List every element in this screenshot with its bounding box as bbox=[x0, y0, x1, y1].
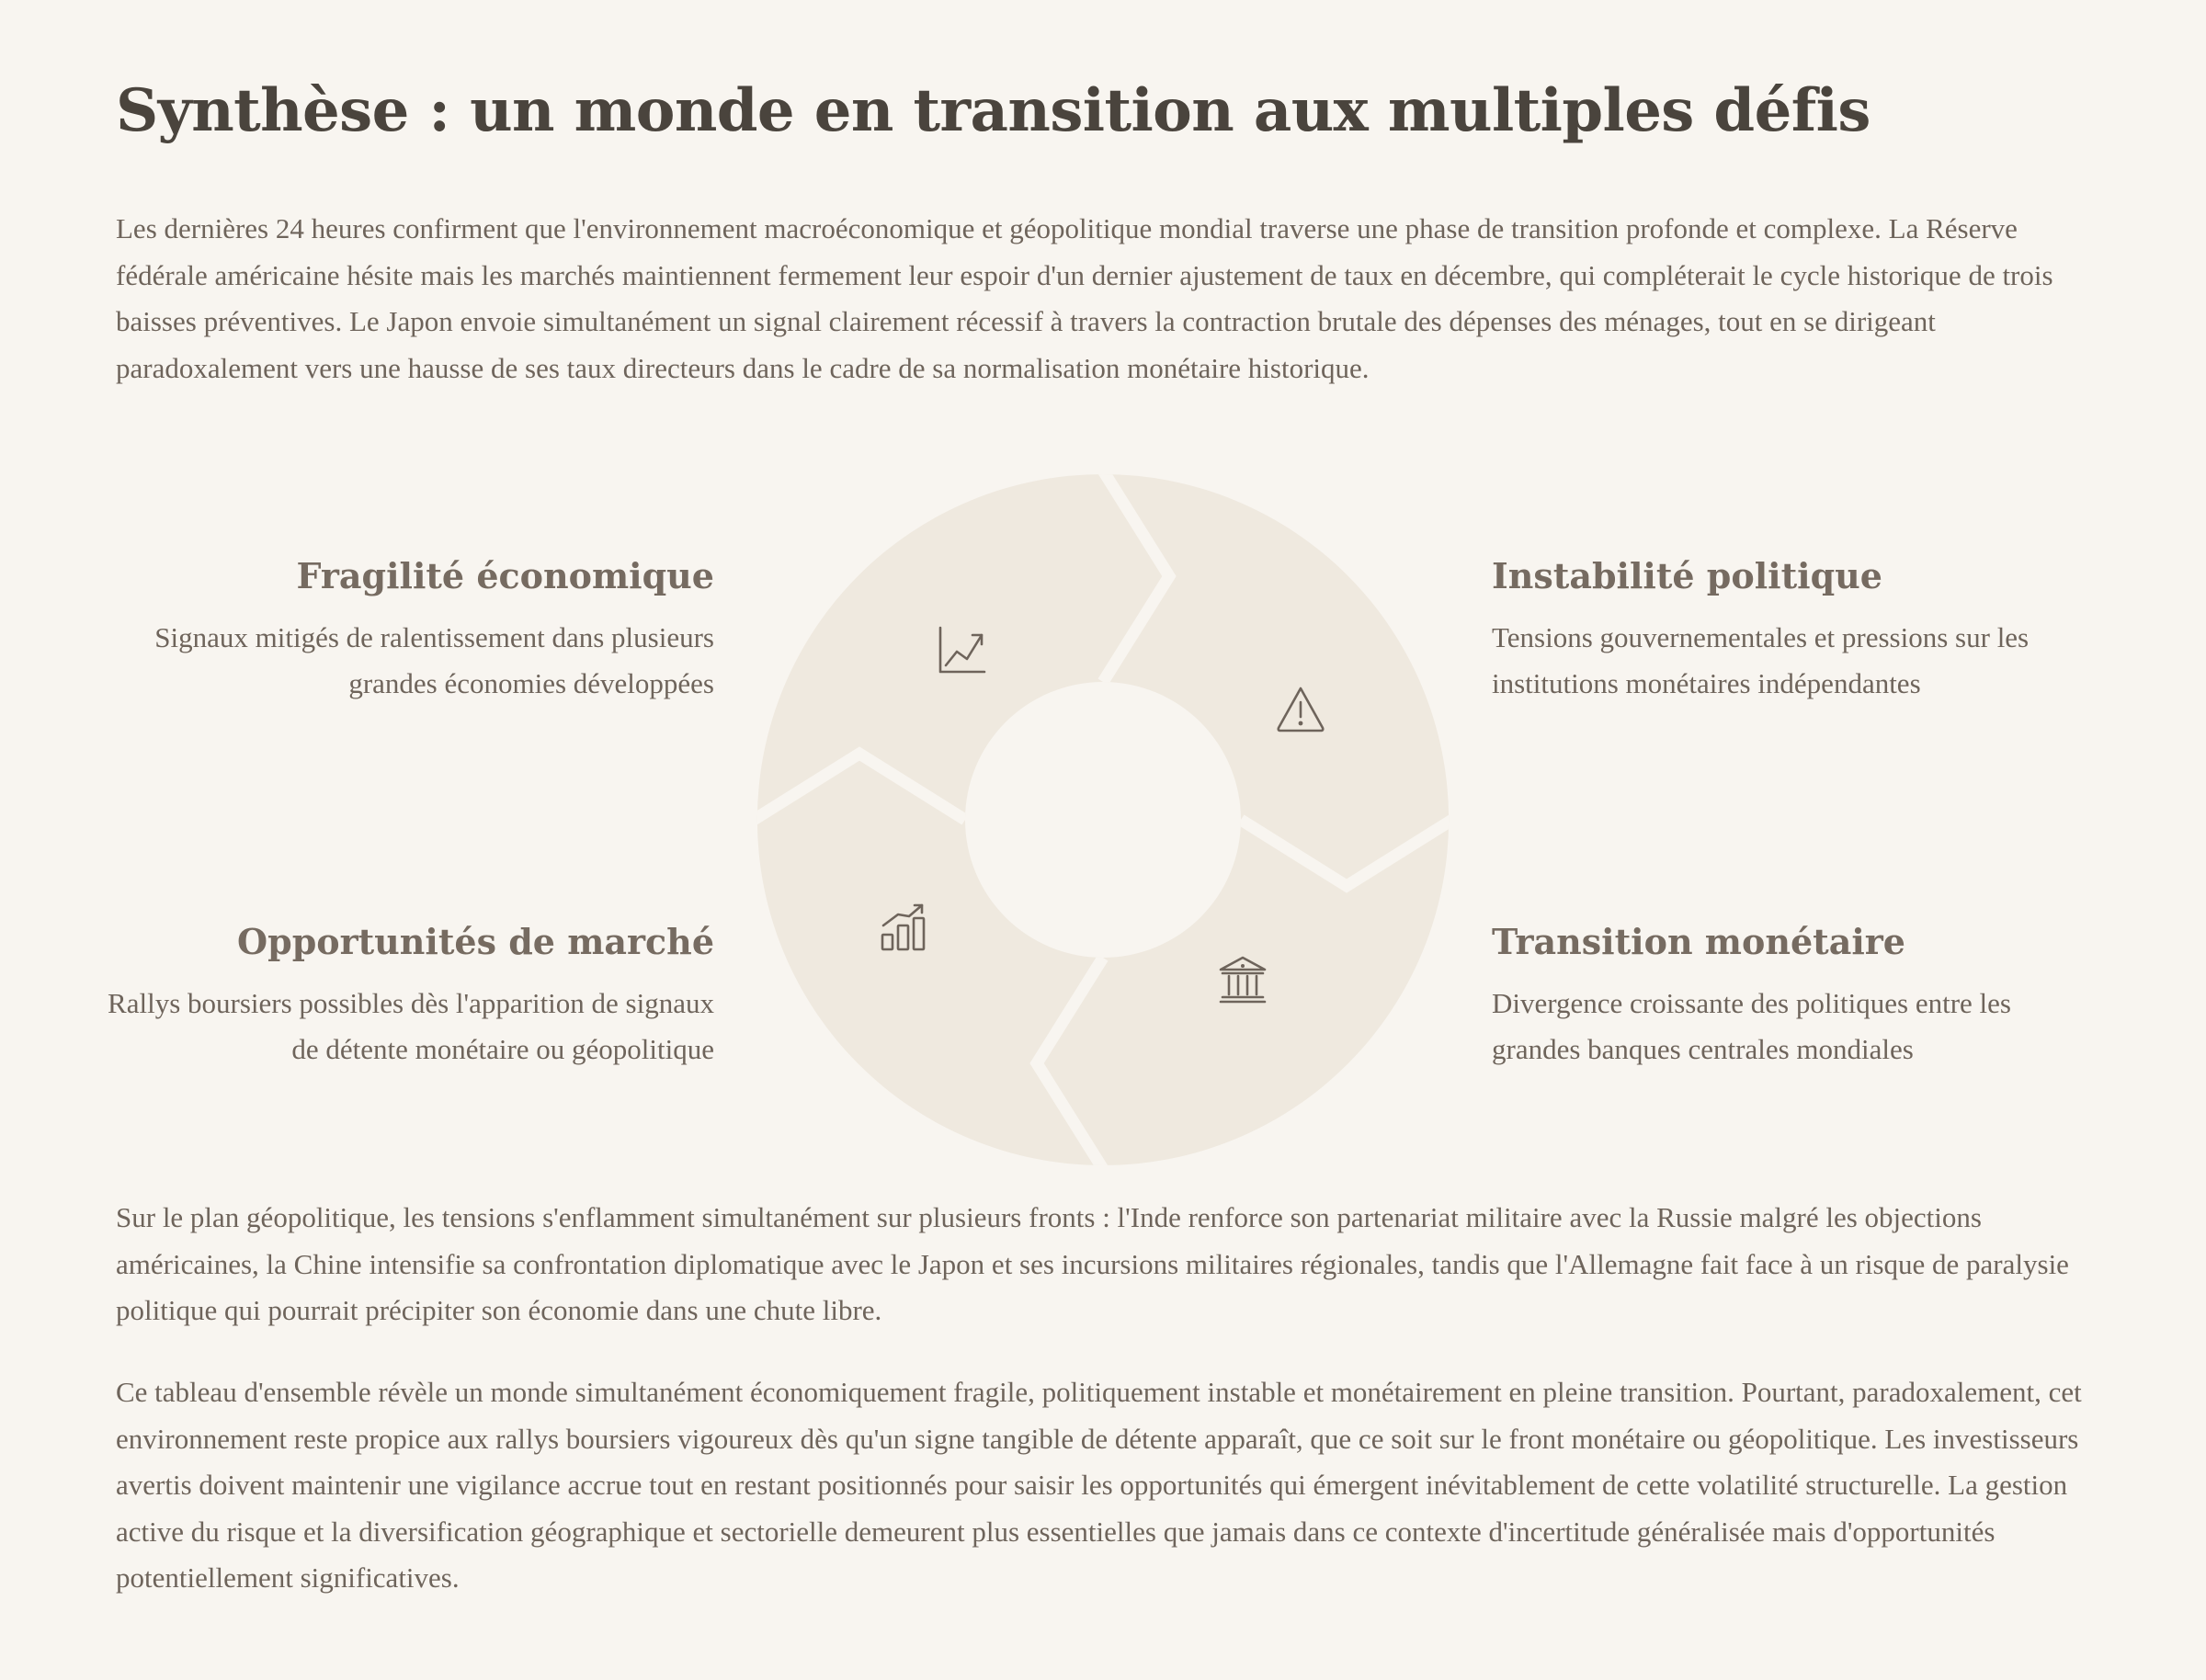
cycle-item-text: Rallys boursiers possibles dès l'apparition de signaux de détente monétaire ou géopolitique bbox=[108, 987, 714, 1065]
geopolitics-paragraph: Sur le plan géopolitique, les tensions s'enflamment simultanément sur plusieurs fronts : l'Inde renforce son partenariat militaire avec la Russie malgré les objections américaines, la Chine intensifie sa confrontation diplomatique avec le Japon et ses incursions militaires régionales, tandis que l'Allemagne fait face à un risque de paralysie politique qui pourrait précipiter son économie dans une chute libre. bbox=[116, 1201, 2069, 1327]
cycle-item-title: Transition monétaire bbox=[1492, 921, 1905, 962]
cycle-item-text: Divergence croissante des politiques entre les grandes banques centrales mondiales bbox=[1492, 987, 2011, 1065]
cycle-item-text: Tensions gouvernementales et pressions sur les institutions monétaires indépendantes bbox=[1492, 621, 2030, 699]
cycle-item-economic-fragility bbox=[108, 551, 714, 707]
cycle-item-title: Fragilité économique bbox=[296, 555, 714, 596]
cycle-item-text: Signaux mitigés de ralentissement dans plusieurs grandes économies développées bbox=[154, 621, 714, 699]
cycle-item-title: Opportunités de marché bbox=[237, 921, 714, 962]
cycle-diagram-svg bbox=[754, 471, 1452, 1169]
conclusion-paragraph: Ce tableau d'ensemble révèle un monde simultanément économiquement fragile, politiquement instable et monétairement en pleine transition. Pourtant, paradoxalement, cet environnement reste propice aux rallys boursiers vigoureux dès qu'un signe tangible de détente apparaît, que ce soit sur le front monétaire ou géopolitique. Les investisseurs avertis doivent maintenir une vigilance accrue tout en restant positionnés pour saisir les opportunités qui émergent inévitablement de cette volatilité structurelle. La gestion active du risque et la diversification géographique et sectorielle demeurent plus essentielles que jamais dans ce contexte d'incertitude généralisée mais d'opportunités potentiellement significatives. bbox=[116, 1376, 2082, 1595]
page-title: Synthèse : un monde en transition aux multiples défis bbox=[116, 76, 1871, 145]
cycle-item-monetary-transition bbox=[1492, 916, 2098, 1073]
cycle-item-political-instability bbox=[1492, 551, 2098, 707]
cycle-item-title: Instabilité politique bbox=[1492, 555, 1882, 596]
cycle-diagram bbox=[754, 471, 1452, 1169]
intro-paragraph: Les dernières 24 heures confirment que l'environnement macroéconomique et géopolitique mondial traverse une phase de transition profonde et complexe. La Réserve fédérale américaine hésite mais les marchés maintiennent fermement leur espoir d'un dernier ajustement de taux en décembre, qui compléterait le cycle historique de trois baisses préventives. Le Japon envoie simultanément un signal clairement récessif à travers la contraction brutale des dépenses des ménages, tout en se dirigeant paradoxalement vers une hausse de ses taux directeurs dans le cadre de sa normalisation monétaire historique. bbox=[116, 212, 2053, 384]
cycle-ring bbox=[754, 471, 1452, 1169]
cycle-item-market-opportunities bbox=[108, 916, 714, 1073]
